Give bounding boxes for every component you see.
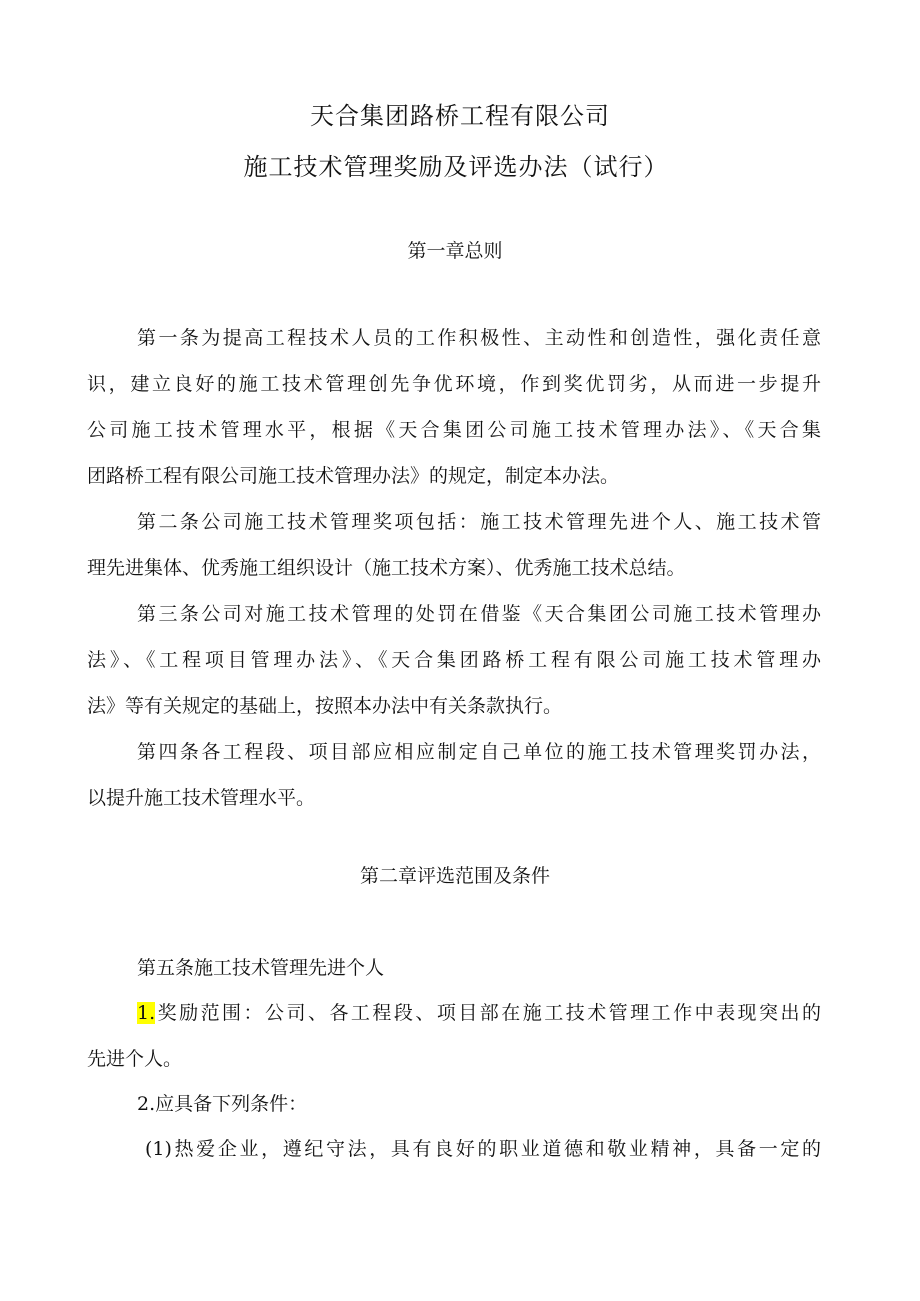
paragraph-line: 法》等有关规定的基础上，按照本办法中有关条款执行。 bbox=[87, 695, 563, 717]
chapter-2-heading: 第二章评选范围及条件 bbox=[359, 865, 550, 887]
paragraph-line: 第三条公司对施工技术管理的处罚在借鉴《天合集团公司施工技术管理办 bbox=[137, 603, 821, 625]
document-title-company: 天合集团路桥工程有限公司 bbox=[310, 102, 610, 130]
chapter-1-heading: 第一章总则 bbox=[407, 240, 503, 262]
paragraph-line: 第二条公司施工技术管理奖项包括：施工技术管理先进个人、施工技术管 bbox=[137, 511, 821, 533]
item-2-line: 2.应具备下列条件： bbox=[137, 1093, 308, 1115]
article-5-title: 第五条施工技术管理先进个人 bbox=[137, 957, 385, 979]
item-1-text: 奖励范围：公司、各工程段、项目部在施工技术管理工作中表现突出的 bbox=[155, 1002, 821, 1024]
paragraph-line: 理先进集体、优秀施工组织设计（施工技术方案）、优秀施工技术总结。 bbox=[87, 557, 686, 579]
item-1-line bbox=[137, 998, 821, 1025]
item-1-continuation: 先进个人。 bbox=[87, 1048, 183, 1070]
paragraph-line: 法》、《工程项目管理办法》、《天合集团路桥工程有限公司施工技术管理办 bbox=[87, 649, 821, 671]
paragraph-line: 以提升施工技术管理水平。 bbox=[87, 787, 316, 809]
item-1-number-highlight: 1. bbox=[137, 1002, 156, 1024]
document-title-regulation: 施工技术管理奖励及评选办法（试行） bbox=[243, 153, 669, 181]
paragraph-line: 公司施工技术管理水平，根据《天合集团公司施工技术管理办法》、《天合集 bbox=[87, 419, 821, 441]
paragraph-line: 第四条各工程段、项目部应相应制定自己单位的施工技术管理奖罚办法， bbox=[137, 741, 821, 763]
paragraph-line: 第一条为提高工程技术人员的工作积极性、主动性和创造性，强化责任意 bbox=[137, 327, 821, 349]
item-2-sub-1-line: (1)热爱企业，遵纪守法，具有良好的职业道德和敬业精神，具备一定的 bbox=[145, 1138, 821, 1160]
paragraph-line: 识，建立良好的施工技术管理创先争优环境，作到奖优罚劣，从而进一步提升 bbox=[87, 373, 821, 395]
paragraph-line: 团路桥工程有限公司施工技术管理办法》的规定，制定本办法。 bbox=[87, 465, 620, 487]
